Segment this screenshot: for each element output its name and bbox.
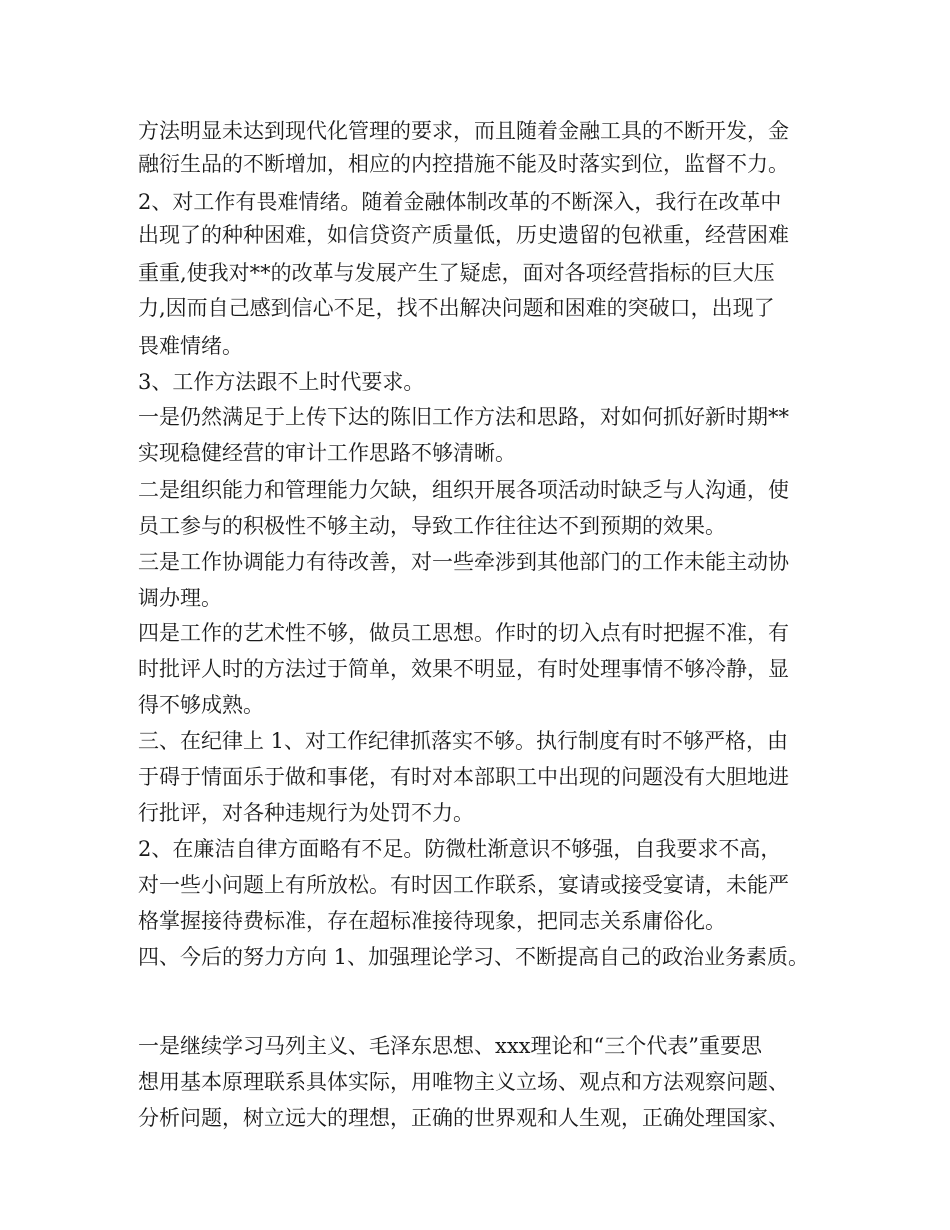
text-line: 一是继续学习马列主义、毛泽东思想、xxx理论和“三个代表”重要思 (138, 1034, 762, 1058)
text-line: 2、在廉洁自律方面略有不足。防微杜渐意识不够强，自我要求不高， (138, 837, 782, 861)
text-line: 实现稳健经营的审计工作思路不够清晰。 (138, 441, 516, 465)
text-line: 融衍生品的不断增加，相应的内控措施不能及时落实到位，监督不力。 (138, 152, 789, 176)
text-line: 力,因而自己感到信心不足，找不出解决问题和困难的突破口，出现了 (138, 296, 775, 320)
text-line: 四是工作的艺术性不够，做员工思想。作时的切入点有时把握不准，有 (138, 621, 789, 645)
text-line: 想用基本原理联系具体实际，用唯物主义立场、观点和方法观察问题、 (138, 1070, 789, 1094)
text-line: 出现了的种种困难，如信贷资产质量低，历史遗留的包袱重，经营困难 (138, 223, 789, 247)
text-line: 畏难情绪。 (138, 334, 243, 358)
text-line: 四、今后的努力方向 1、加强理论学习、不断提高自己的政治业务素质。 (138, 945, 810, 969)
text-line: 方法明显未达到现代化管理的要求，而且随着金融工具的不断开发，金 (138, 119, 789, 143)
text-line: 二是组织能力和管理能力欠缺，组织开展各项活动时缺乏与人沟通，使 (138, 478, 789, 502)
text-line: 三是工作协调能力有待改善，对一些牵涉到其他部门的工作未能主动协 (138, 550, 789, 574)
text-line: 于碍于情面乐于做和事佬，有时对本部职工中出现的问题没有大胆地进 (138, 765, 789, 789)
text-line: 一是仍然满足于上传下达的陈旧工作方法和思路，对如何抓好新时期** (138, 405, 789, 429)
text-line: 行批评，对各种违规行为处罚不力。 (138, 801, 474, 825)
text-line: 2、对工作有畏难情绪。随着金融体制改革的不断深入，我行在改革中 (138, 190, 782, 214)
text-line: 3、工作方法跟不上时代要求。 (138, 370, 425, 394)
text-line: 对一些小问题上有所放松。有时因工作联系，宴请或接受宴请，未能严 (138, 873, 789, 897)
text-line: 三、在纪律上 1、对工作纪律抓落实不够。执行制度有时不够严格，由 (138, 729, 789, 753)
text-line: 重重,使我对**的改革与发展产生了疑虑，面对各项经营指标的巨大压 (138, 261, 775, 285)
text-line: 分析问题，树立远大的理想，正确的世界观和人生观，正确处理国家、 (138, 1106, 789, 1130)
text-line: 时批评人时的方法过于简单，效果不明显，有时处理事情不够冷静，显 (138, 657, 789, 681)
text-line: 调办理。 (138, 586, 222, 610)
text-line: 得不够成熟。 (138, 693, 264, 717)
text-line: 员工参与的积极性不够主动，导致工作往往达不到预期的效果。 (138, 514, 726, 538)
text-line: 格掌握接待费标准，存在超标准接待现象，把同志关系庸俗化。 (138, 909, 726, 933)
